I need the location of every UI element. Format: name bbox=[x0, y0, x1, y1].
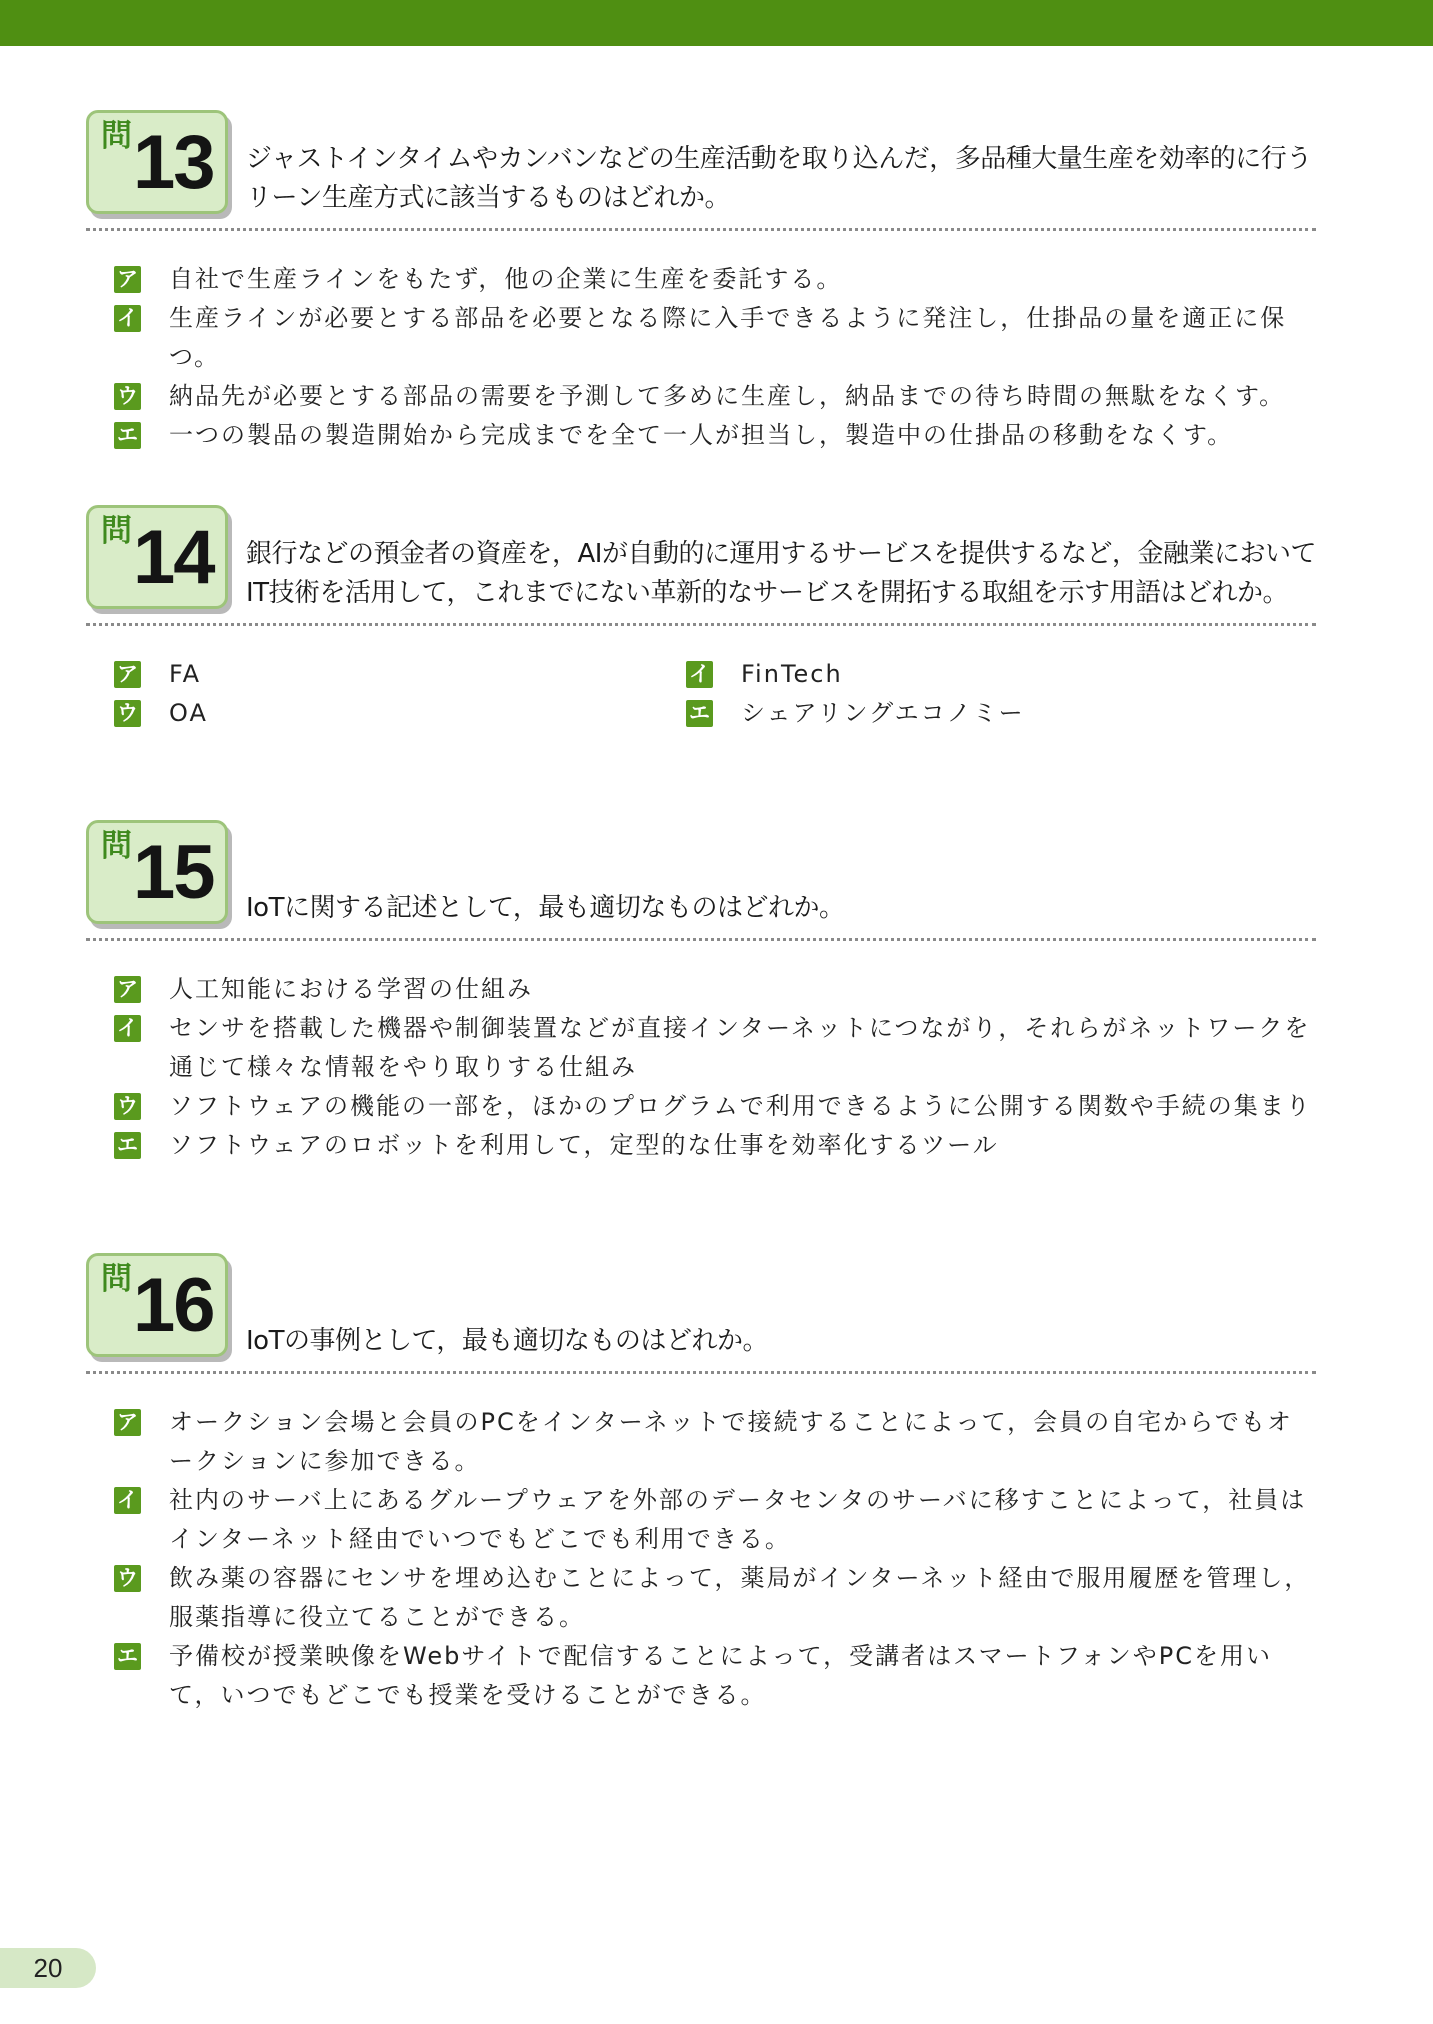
choice-i[interactable] bbox=[114, 299, 1316, 377]
question-header bbox=[86, 110, 1316, 228]
choice-e-label-icon: エ bbox=[686, 700, 713, 727]
choice-i-label-icon: イ bbox=[114, 305, 141, 332]
question-number-badge bbox=[86, 505, 228, 609]
choice-a[interactable] bbox=[114, 1403, 1316, 1481]
choice-list bbox=[114, 970, 1316, 1165]
header-bar bbox=[0, 0, 1433, 46]
choice-e-label-icon: エ bbox=[114, 1643, 141, 1670]
question-marker: 問 bbox=[101, 118, 132, 154]
choice-text: FinTech bbox=[741, 660, 843, 688]
question-text: IoTの事例として，最も適切なものはどれか。 bbox=[246, 1326, 768, 1356]
dotted-divider bbox=[86, 1371, 1316, 1374]
choice-text: 飲み薬の容器にセンサを埋め込むことによって，薬局がインターネット経由で服用履歴を管理し，服薬指導に役立てることができる。 bbox=[169, 1564, 1311, 1631]
dotted-divider bbox=[86, 623, 1316, 626]
choice-e[interactable] bbox=[114, 1126, 1316, 1165]
choice-text: 納品先が必要とする部品の需要を予測して多めに生産し，納品までの待ち時間の無駄をなくす。 bbox=[169, 382, 1286, 410]
dotted-divider bbox=[86, 228, 1316, 231]
choice-list bbox=[114, 655, 1316, 733]
question-marker: 問 bbox=[101, 828, 132, 864]
question-number: 13 bbox=[133, 120, 214, 205]
choice-a-label-icon: ア bbox=[114, 661, 141, 688]
question-text: 銀行などの預金者の資産を，AIが自動的に運用するサービスを提供するなど，金融業においてIT技術を活用して，これまでにない革新的なサービスを開拓する取組を示す用語はどれか。 bbox=[246, 539, 1316, 608]
choice-u-label-icon: ウ bbox=[114, 383, 141, 410]
choice-a[interactable] bbox=[114, 970, 1316, 1009]
question-number-badge bbox=[86, 110, 228, 214]
question-number: 14 bbox=[133, 515, 214, 600]
question-15 bbox=[86, 820, 1316, 1159]
choice-text: 人工知能における学習の仕組み bbox=[169, 975, 533, 1003]
question-number: 16 bbox=[133, 1263, 214, 1348]
question-header bbox=[86, 1253, 1316, 1371]
choice-u[interactable] bbox=[114, 377, 1316, 416]
question-16 bbox=[86, 1253, 1316, 1709]
question-header bbox=[86, 505, 1316, 623]
choice-list bbox=[114, 260, 1316, 455]
question-marker: 問 bbox=[101, 513, 132, 549]
choice-e[interactable] bbox=[114, 416, 1316, 455]
choice-u-label-icon: ウ bbox=[114, 700, 141, 727]
question-number-badge bbox=[86, 820, 228, 924]
choice-text: 自社で生産ラインをもたず，他の企業に生産を委託する。 bbox=[169, 265, 843, 293]
choice-i[interactable] bbox=[114, 1481, 1316, 1559]
choice-text: オークション会場と会員のPCをインターネットで接続することによって，会員の自宅からでもオークションに参加できる。 bbox=[169, 1408, 1293, 1475]
question-14 bbox=[86, 505, 1316, 727]
choice-a[interactable] bbox=[114, 260, 1316, 299]
choice-a-label-icon: ア bbox=[114, 266, 141, 293]
choice-e[interactable] bbox=[114, 1637, 1316, 1715]
choice-text: FA bbox=[169, 660, 202, 688]
question-number-badge bbox=[86, 1253, 228, 1357]
choice-a-label-icon: ア bbox=[114, 1409, 141, 1436]
question-13 bbox=[86, 110, 1316, 449]
choice-text: シェアリングエコノミー bbox=[741, 699, 1025, 727]
choice-e-label-icon: エ bbox=[114, 422, 141, 449]
choice-i-label-icon: イ bbox=[114, 1015, 141, 1042]
choice-text: センサを搭載した機器や制御装置などが直接インターネットにつながり，それらがネットワークを通じて様々な情報をやり取りする仕組み bbox=[169, 1014, 1311, 1081]
question-marker: 問 bbox=[101, 1261, 132, 1297]
choice-text: 社内のサーバ上にあるグループウェアを外部のデータセンタのサーバに移すことによって，社員はインターネット経由でいつでもどこでも利用できる。 bbox=[169, 1486, 1307, 1553]
choice-e[interactable] bbox=[686, 694, 1286, 733]
choice-text: 一つの製品の製造開始から完成までを全て一人が担当し，製造中の仕掛品の移動をなくす。 bbox=[169, 421, 1234, 449]
question-header bbox=[86, 820, 1316, 938]
choice-i[interactable] bbox=[114, 1009, 1316, 1087]
choice-list bbox=[114, 1403, 1316, 1715]
choice-text: OA bbox=[169, 699, 208, 727]
choice-text: 生産ラインが必要とする部品を必要となる際に入手できるように発注し，仕掛品の量を適正に保つ。 bbox=[169, 304, 1287, 371]
dotted-divider bbox=[86, 938, 1316, 941]
choice-e-label-icon: エ bbox=[114, 1132, 141, 1159]
question-number: 15 bbox=[133, 830, 214, 915]
choice-u-label-icon: ウ bbox=[114, 1093, 141, 1120]
choice-a-label-icon: ア bbox=[114, 976, 141, 1003]
question-text: IoTに関する記述として，最も適切なものはどれか。 bbox=[246, 893, 845, 923]
choice-i-label-icon: イ bbox=[114, 1487, 141, 1514]
choice-text: ソフトウェアのロボットを利用して，定型的な仕事を効率化するツール bbox=[169, 1131, 999, 1159]
choice-text: ソフトウェアの機能の一部を，ほかのプログラムで利用できるように公開する関数や手続の集まり bbox=[169, 1092, 1312, 1120]
choice-u[interactable] bbox=[114, 1087, 1316, 1126]
choice-i[interactable] bbox=[686, 655, 1286, 694]
choice-a[interactable] bbox=[114, 655, 686, 694]
question-text: ジャストインタイムやカンバンなどの生産活動を取り込んだ，多品種大量生産を効率的に行うリーン生産方式に該当するものはどれか。 bbox=[246, 144, 1312, 213]
choice-u-label-icon: ウ bbox=[114, 1565, 141, 1592]
page-number: 20 bbox=[0, 1948, 96, 1988]
choice-text: 予備校が授業映像をWebサイトで配信することによって，受講者はスマートフォンやPCを用いて，いつでもどこでも授業を受けることができる。 bbox=[169, 1642, 1272, 1709]
choice-u[interactable] bbox=[114, 694, 686, 733]
choice-i-label-icon: イ bbox=[686, 661, 713, 688]
choice-u[interactable] bbox=[114, 1559, 1316, 1637]
